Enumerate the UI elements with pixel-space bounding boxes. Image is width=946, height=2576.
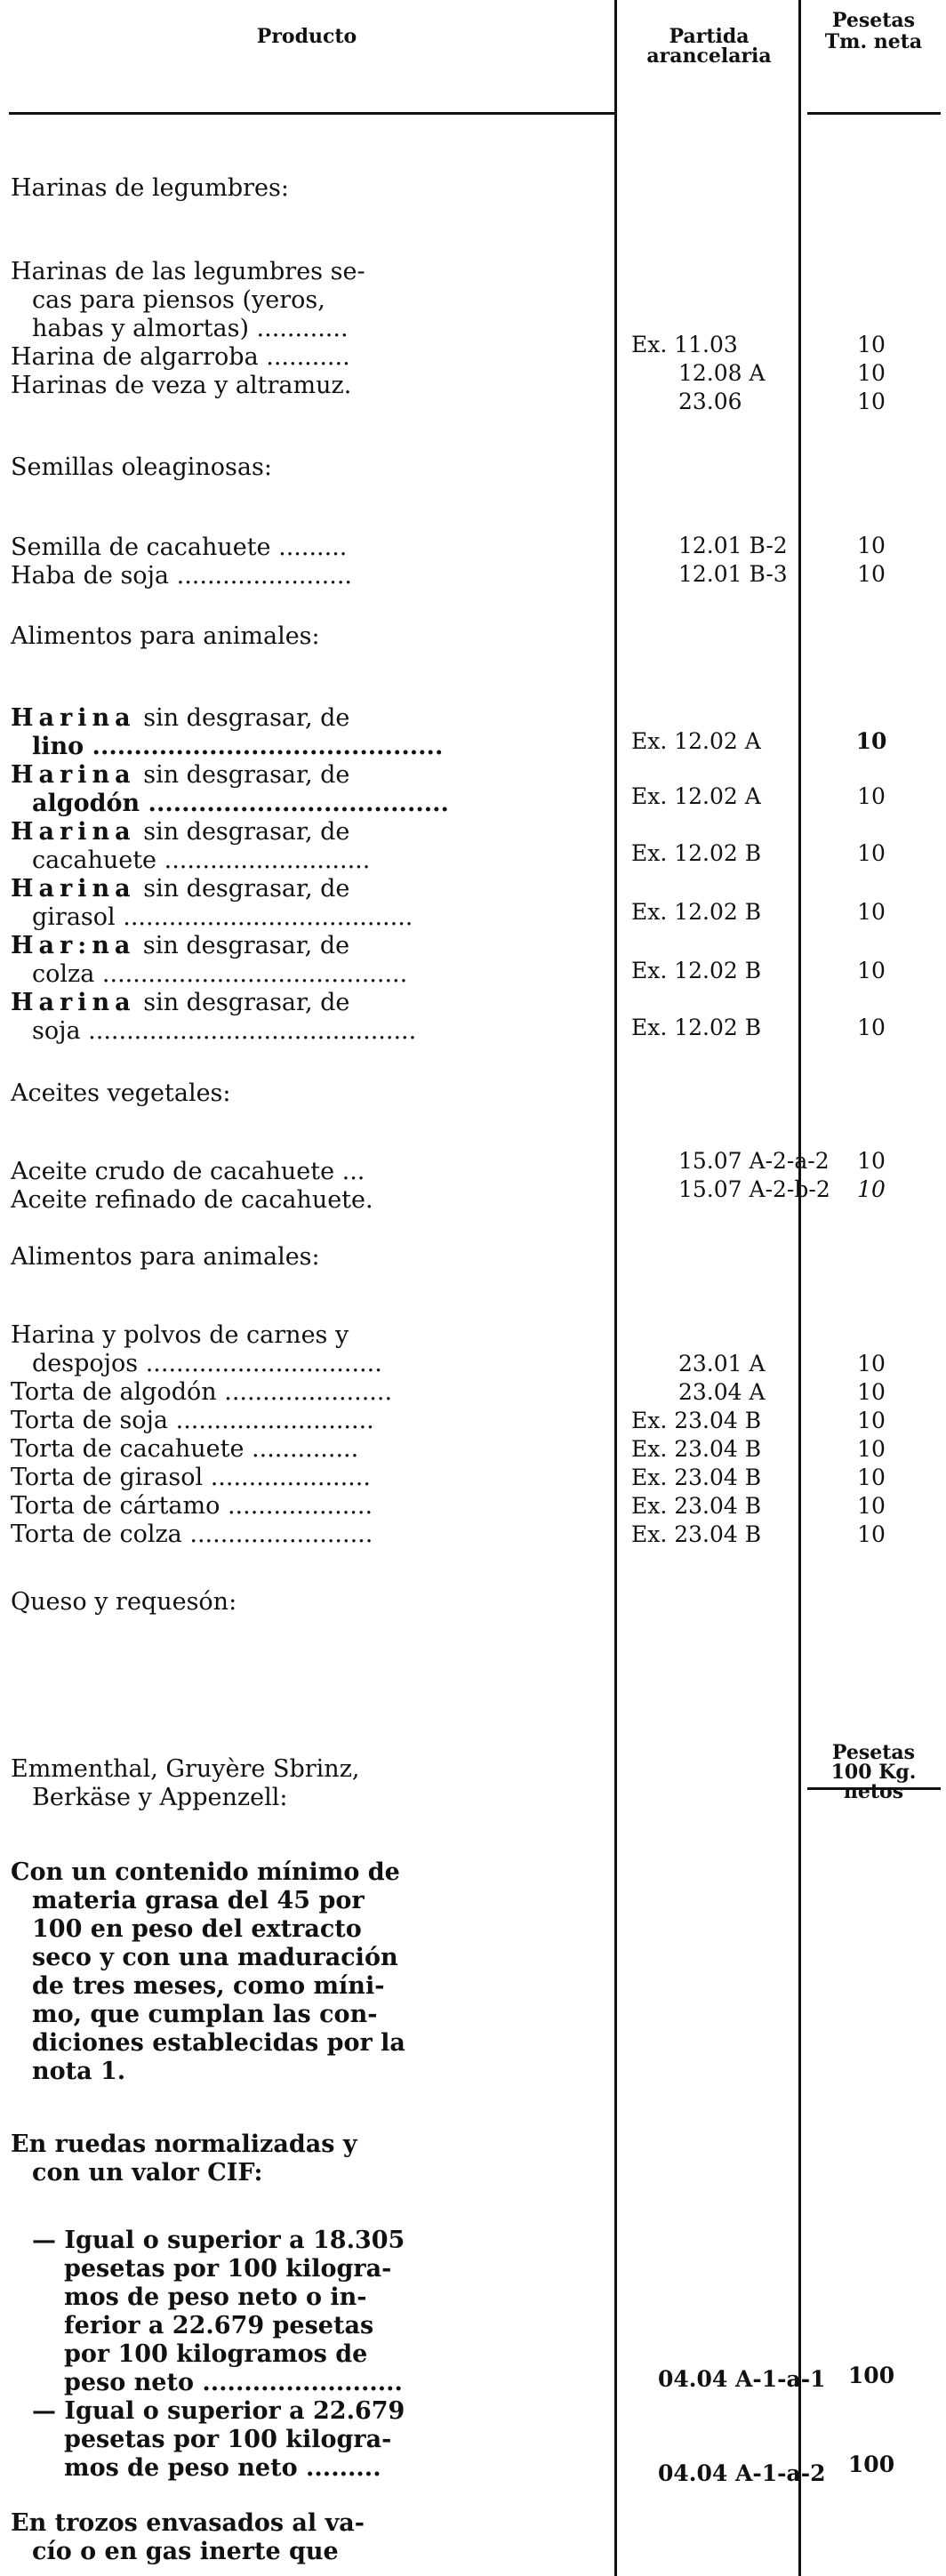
- row-value: 10: [857, 1351, 886, 1376]
- cheese-bracket-a: pesetas por 100 kilogra-: [64, 2255, 392, 2283]
- cheese-bracket-a: mos de peso neto o in-: [64, 2283, 367, 2311]
- row-code: Ex. 12.02 B: [631, 840, 762, 866]
- row-text: Aceite refinado de cacahuete.: [11, 1186, 373, 1214]
- row-value: 10: [857, 899, 886, 925]
- header-producto: Producto: [256, 25, 357, 48]
- row-text: habas y almortas) ............: [32, 315, 349, 342]
- cheese-wheels: con un valor CIF:: [32, 2159, 263, 2187]
- row-text: Aceite crudo de cacahuete ...: [11, 1158, 365, 1185]
- row-value: 10: [857, 840, 886, 866]
- cheese-pieces: En trozos envasados al va-: [11, 2509, 365, 2537]
- row-text: colza ........................................: [32, 960, 408, 988]
- cheese-value-b: 100: [847, 2452, 895, 2477]
- column-divider-left: [614, 0, 617, 2576]
- row-value: 10: [857, 332, 886, 357]
- row-text: Torta de cártamo ...................: [11, 1492, 373, 1520]
- row-value: 10: [857, 1493, 886, 1519]
- row-code: 23.06: [678, 389, 742, 414]
- row-text: soja ...........................................: [32, 1017, 417, 1045]
- cheese-bracket-a: peso neto ........................: [64, 2369, 403, 2396]
- row-code: Ex. 12.02 A: [631, 783, 761, 809]
- row-value: 10: [857, 1408, 886, 1433]
- row-code: Ex. 23.04 B: [631, 1521, 762, 1547]
- section-queso: Queso y requesón:: [11, 1588, 237, 1616]
- row-text: Torta de colza ........................: [11, 1521, 373, 1548]
- row-code: 15.07 A-2-b-2: [678, 1176, 830, 1202]
- row-code: Ex. 23.04 B: [631, 1493, 762, 1519]
- header-pesetas-1: Pesetas: [831, 9, 916, 32]
- row-code: Ex. 11.03: [631, 332, 738, 357]
- row-text: Semilla de cacahuete .........: [11, 534, 348, 561]
- row-text: girasol ......................................: [32, 903, 413, 931]
- row-value: 10: [857, 783, 886, 809]
- row-value: 10: [857, 389, 886, 414]
- cheese-condition: 100 en peso del extracto: [32, 1915, 362, 1943]
- row-text: algodón ....................................: [32, 790, 449, 817]
- row-code: Ex. 12.02 A: [631, 728, 761, 754]
- row-text: Harina sin desgrasar, de: [11, 875, 350, 903]
- row-value: 10: [857, 561, 886, 587]
- row-code: Ex. 23.04 B: [631, 1436, 762, 1462]
- row-text: Harina sin desgrasar, de: [11, 989, 350, 1016]
- cheese-condition: Con un contenido mínimo de: [11, 1858, 400, 1886]
- cheese-condition: seco y con una maduración: [32, 1944, 398, 1971]
- section-legumbres: Harinas de legumbres:: [11, 174, 289, 202]
- row-value: 10: [857, 1176, 886, 1202]
- row-code: 15.07 A-2-a-2: [678, 1148, 830, 1174]
- section-aceites: Aceites vegetales:: [11, 1079, 231, 1107]
- cheese-bracket-a: — Igual o superior a 18.305: [32, 2227, 405, 2254]
- cheese-value-a: 100: [847, 2363, 895, 2388]
- row-text: Harina sin desgrasar, de: [11, 818, 350, 846]
- cheese-code-a: 04.04 A-1-a-1: [658, 2366, 826, 2392]
- row-code: Ex. 12.02 B: [631, 958, 762, 983]
- cheese-condition: mo, que cumplan las con-: [32, 2001, 378, 2028]
- row-text: Harinas de las legumbres se-: [11, 258, 365, 285]
- row-code: 12.01 B-3: [678, 561, 788, 587]
- row-text: Harina y polvos de carnes y: [11, 1321, 349, 1349]
- row-value: 10: [857, 360, 886, 386]
- row-value: 10: [857, 1015, 886, 1040]
- row-value: 10: [855, 728, 887, 754]
- row-text: Harina sin desgrasar, de: [11, 704, 350, 732]
- row-text: Harina sin desgrasar, de: [11, 761, 350, 789]
- cheese-bracket-b: pesetas por 100 kilogra-: [64, 2426, 392, 2453]
- row-text: Torta de algodón ......................: [11, 1378, 393, 1406]
- row-code: Ex. 23.04 B: [631, 1408, 762, 1433]
- subheader-pesetas-2: 100 Kg. netos: [830, 1761, 917, 1803]
- row-code: 23.04 A: [678, 1379, 766, 1405]
- section-oleaginosas: Semillas oleaginosas:: [11, 453, 272, 481]
- row-text: Torta de soja ..........................: [11, 1407, 374, 1434]
- row-value: 10: [857, 1436, 886, 1462]
- row-value: 10: [857, 1465, 886, 1490]
- cheese-condition: diciones establecidas por la: [32, 2029, 405, 2057]
- cheese-pieces: cío o en gas inerte que: [32, 2538, 339, 2565]
- cheese-condition: nota 1.: [32, 2058, 126, 2085]
- row-text: Harinas de veza y altramuz.: [11, 372, 352, 399]
- row-text: Har:na sin desgrasar, de: [11, 932, 350, 959]
- subheader-pesetas-1: Pesetas: [831, 1741, 916, 1764]
- cheese-bracket-a: por 100 kilogramos de: [64, 2340, 368, 2368]
- cheese-condition: materia grasa del 45 por: [32, 1887, 365, 1914]
- cheese-condition: de tres meses, como míni-: [32, 1972, 385, 2000]
- cheese-types: Emmenthal, Gruyère Sbrinz,: [11, 1755, 360, 1783]
- cheese-bracket-a: ferior a 22.679 pesetas: [64, 2312, 374, 2339]
- header-pesetas-2: Tm. neta: [824, 30, 923, 53]
- row-value: 10: [857, 958, 886, 983]
- row-code: Ex. 12.02 B: [631, 899, 762, 925]
- row-text: despojos ...............................: [32, 1350, 382, 1377]
- row-value: 10: [857, 1521, 886, 1547]
- row-value: 10: [857, 1148, 886, 1174]
- column-divider-right: [798, 0, 801, 2576]
- row-text: cas para piensos (yeros,: [32, 286, 325, 314]
- row-code: 12.08 A: [678, 360, 766, 386]
- cheese-bracket-b: — Igual o superior a 22.679: [32, 2397, 405, 2425]
- header-partida: Partida arancelaria: [646, 25, 772, 68]
- row-code: Ex. 12.02 B: [631, 1015, 762, 1040]
- row-value: 10: [857, 533, 886, 558]
- cheese-bracket-b: mos de peso neto .........: [64, 2454, 381, 2482]
- row-text: Harina de algarroba ...........: [11, 343, 350, 371]
- row-value: 10: [857, 1379, 886, 1405]
- row-code: Ex. 23.04 B: [631, 1465, 762, 1490]
- header-rule-left: [9, 112, 617, 115]
- row-text: Haba de soja .......................: [11, 562, 353, 590]
- row-text: Torta de girasol .....................: [11, 1464, 371, 1491]
- section-animales: Alimentos para animales:: [11, 622, 320, 650]
- row-code: 12.01 B-2: [678, 533, 788, 558]
- row-text: cacahuete ...........................: [32, 847, 371, 874]
- cheese-wheels: En ruedas normalizadas y: [11, 2131, 357, 2158]
- section-animales-2: Alimentos para animales:: [11, 1243, 320, 1271]
- row-text: Torta de cacahuete ..............: [11, 1435, 359, 1463]
- cheese-code-b: 04.04 A-1-a-2: [658, 2460, 826, 2486]
- cheese-types: Berkäse y Appenzell:: [32, 1784, 288, 1811]
- row-code: 23.01 A: [678, 1351, 766, 1376]
- header-rule-right: [807, 112, 941, 115]
- row-text: lino ..........................................: [32, 733, 444, 760]
